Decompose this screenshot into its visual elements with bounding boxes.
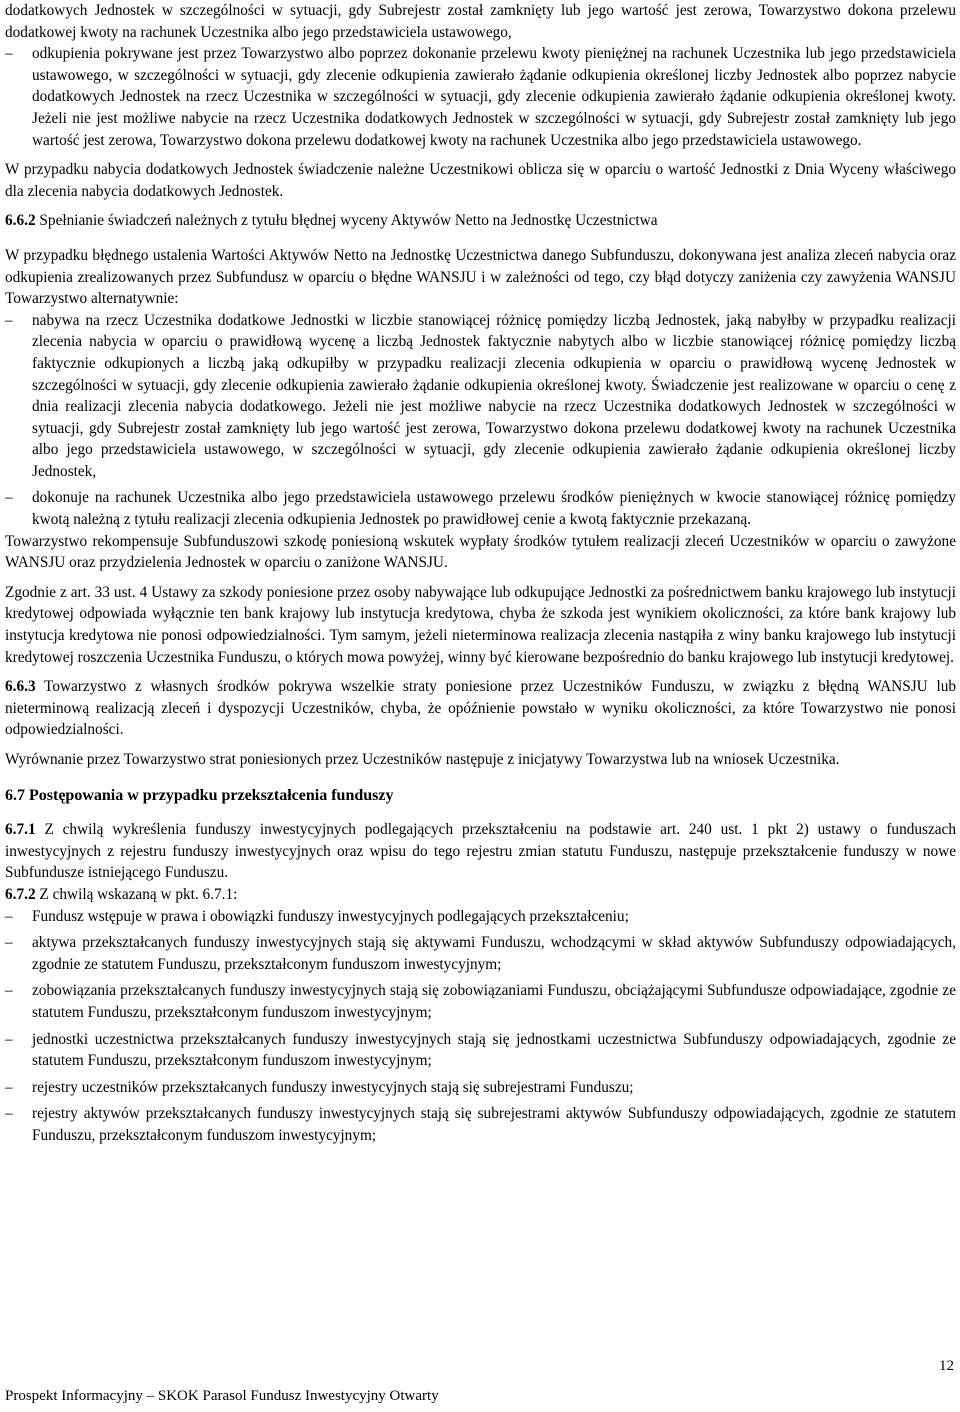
section-number: 6.6.3 [5,678,36,696]
paragraph: Wyrównanie przez Towarzystwo strat poniesionych przez Uczestników następuje z inicjatywy Towarzystwa lub na wniosek Uczestnika. [5,751,840,768]
dash-bullet-icon: – [5,1030,13,1048]
dash-bullet-icon: – [5,45,13,63]
paragraph: Zgodnie z art. 33 ust. 4 Ustawy za szkody poniesione przez osoby nabywające lub odkupujące Jednostki za pośrednictwem banku krajowego lub instytucji kredytowej odpowiada wyłącznie ten bank krajowy lub instytucja kredytowa, chyba że szkoda jest wynikiem okoliczności, za które bank krajowy lub instytucja kredytowa nie ponosi odpowiedzialności. Tym samym, jeżeli nieterminowa realizacja zlecenia nastąpiła z winy banku krajowego lub instytucji kredytowej roszczenia Uczestnika Funduszu, o których mowa powyżej, winny być kierowane bezpośrednio do banku krajowego lub instytucji kredytowej. [5,583,956,666]
bullet-text: aktywa przekształcanych funduszy inwestycyjnych stają się aktywami Funduszu, wchodzącymi w skład aktywów Subfunduszy odpowiadających, zgodnie ze statutem Funduszu, przekształconym funduszom inwestycyjnym; [32,934,956,973]
paragraph: W przypadku błędnego ustalenia Wartości Aktywów Netto na Jednostkę Uczestnictwa danego Subfunduszu, dokonywana jest analiza zleceń nabycia oraz odkupienia zrealizowanych przez Subfundusz w oparciu o błędne WANSJU i w zależności od tego, czy błąd dotyczy zaniżenia czy zawyżenia WANSJU Towarzystwo alternatywnie: [5,246,956,308]
numbered-paragraph [5,210,956,232]
section-number: 6.7.2 [5,885,36,903]
bullet-text: dokonuje na rachunek Uczestnika albo jego przedstawiciela ustawowego przelewu środków pieniężnych w kwocie stanowiącej różnicę pomiędzy kwotą należną z tytułu realizacji zlecenia odkupienia Jednostek po prawidłowej cenie a kwotą faktycznie przekazaną. [32,489,956,529]
bullet-item [5,906,956,928]
paragraph-text: Towarzystwo z własnych środków pokrywa wszelkie straty poniesione przez Uczestników Funduszu, w związku z błędną WANSJU lub nieterminową realizacją zleceń i dyspozycji Uczestników, chyba, że opóźnienie powstało w wyniku okoliczności, za które Towarzystwo nie ponosi odpowiedzialności. [5,678,956,739]
dash-bullet-icon: – [5,982,13,1000]
dash-bullet-icon: – [5,1105,13,1123]
bullet-text: Fundusz wstępuje w prawa i obowiązki funduszy inwestycyjnych podlegających przekształceniu; [32,907,629,925]
dash-bullet-icon: – [5,311,13,329]
bullet-item [5,487,956,530]
bullet-item [5,932,956,975]
numbered-paragraph [5,676,956,741]
section-number: 6.6.2 [5,212,36,230]
bullet-text: jednostki uczestnictwa przekształcanych funduszy inwestycyjnych stają się jednostkami uczestnictwa Subfunduszy odpowiadających, zgodnie ze statutem Funduszu, przekształconym funduszom inwestycyjnym; [32,1030,956,1070]
bullet-text: odkupienia pokrywane jest przez Towarzystwo albo poprzez dokonanie przelewu kwoty pieniężnej na rachunek Uczestnika lub jego przedstawiciela ustawowego, w szczególności w sytuacji, gdy zlecenie odkupienia zawierało żądanie odkupienia określonej liczby Jednostek albo poprzez nabycie dodatkowych Jednostek na rzecz Uczestnika w szczególności w sytuacji, gdy zlecenie odkupienia zawierało żądanie odkupienia określonej kwoty. Jeżeli nie jest możliwe nabycie na rzecz Uczestnika dodatkowych Jednostek w szczególności w sytuacji, gdy Subrejestr został zamknięty lub jego wartość jest zerowa, Towarzystwo dokona przelewu dodatkowej kwoty na rachunek Uczestnika albo jego przedstawiciela ustawowego. [32,45,956,149]
bullet-text: rejestry aktywów przekształcanych funduszy inwestycyjnych stają się subrejestrami aktywów Subfunduszy odpowiadających, zgodnie ze statutem Funduszu, przekształconym funduszom inwestycyjnym; [32,1105,956,1144]
document-page [5,0,956,1147]
bullet-item [5,980,956,1023]
bullet-item [5,1103,956,1146]
bullet-item [5,310,956,483]
dash-bullet-icon: – [5,934,13,952]
numbered-paragraph [5,819,956,884]
paragraph: Towarzystwo rekompensuje Subfunduszowi szkodę poniesioną wskutek wypłaty środków tytułem realizacji zleceń Uczestników w oparciu o zawyżone WANSJU oraz przydzielenia Jednostek w oparciu o zaniżone WANSJU. [5,532,956,572]
bullet-text: nabywa na rzecz Uczestnika dodatkowe Jednostki w liczbie stanowiącej różnicę pomiędzy liczbą Jednostek, jaką nabyłby w przypadku realizacji zlecenia nabycia w oparciu o prawidłową wycenę a liczbą Jednostek faktycznie nabytych albo w liczbie stanowiącej różnicę pomiędzy liczbą faktycznie odkupionych a liczbą jaką odkupiłby w przypadku realizacji zlecenia odkupienia w oparciu o prawidłową wycenę Jednostek w szczególności w sytuacji, gdy zlecenie odkupienia zawierało żądanie odkupienia określonej kwoty. Świadczenie jest realizowane w oparciu o cenę z dnia realizacji zlecenia nabycia dodatkowego. Jeżeli nie jest możliwe nabycie na rzecz Uczestnika dodatkowych Jednostek w szczególności w sytuacji, gdy Subrejestr został zamknięty lub jego wartość jest zerowa, Towarzystwo dokona przelewu dodatkowej kwoty na rachunek Uczestnika albo jego przedstawiciela ustawowego, w szczególności w sytuacji, gdy zlecenie odkupienia zawierało żądanie odkupienia określonej liczby Jednostek, [32,311,956,480]
paragraph-text: Z chwilą wykreślenia funduszy inwestycyjnych podlegających przekształceniu na podstawie art. 240 ust. 1 pkt 2) ustawy o funduszach inwestycyjnych z rejestru funduszy inwestycyjnych oraz wpisu do tego rejestru zmian statutu Funduszu, następuje przekształcenie funduszy w nowe Subfundusze istniejącego Funduszu. [5,821,956,882]
bullet-item [5,1077,956,1099]
paragraph-text: Spełnianie świadczeń należnych z tytułu błędnej wyceny Aktywów Netto na Jednostkę Uczestnictwa [35,212,658,230]
bullet-text: zobowiązania przekształcanych funduszy inwestycyjnych stają się zobowiązaniami Funduszu, obciążającymi Subfundusze odpowiadające, zgodnie ze statutem Funduszu, przekształconym funduszom inwestycyjnym; [32,982,956,1021]
paragraph: W przypadku nabycia dodatkowych Jednostek świadczenie należne Uczestnikowi oblicza się w oparciu o wartość Jednostki z Dnia Wyceny właściwego dla zlecenia nabycia dodatkowych Jednostek. [5,161,956,200]
dash-bullet-icon: – [5,489,13,507]
footer: Prospekt Informacyjny – SKOK Parasol Fundusz Inwestycyjny Otwarty [5,1388,439,1404]
section-heading: 6.7 Postępowania w przypadku przekształcenia funduszy [5,786,394,804]
bullet-item [5,1029,956,1072]
bullet-item [5,43,956,151]
dash-bullet-icon: – [5,907,13,925]
paragraph: dodatkowych Jednostek w szczególności w sytuacji, gdy Subrejestr został zamknięty lub jego wartość jest zerowa, Towarzystwo dokona przelewu dodatkowej kwoty na rachunek Uczestnika albo jego przedstawiciela ustawowego, [5,2,956,41]
numbered-paragraph [5,884,956,906]
section-number: 6.7.1 [5,821,36,839]
dash-bullet-icon: – [5,1078,13,1096]
bullet-text: rejestry uczestników przekształcanych funduszy inwestycyjnych stają się subrejestrami Funduszu; [32,1078,634,1096]
page-number: 12 [939,1358,954,1374]
paragraph-text: Z chwilą wskazaną w pkt. 6.7.1: [35,885,238,903]
